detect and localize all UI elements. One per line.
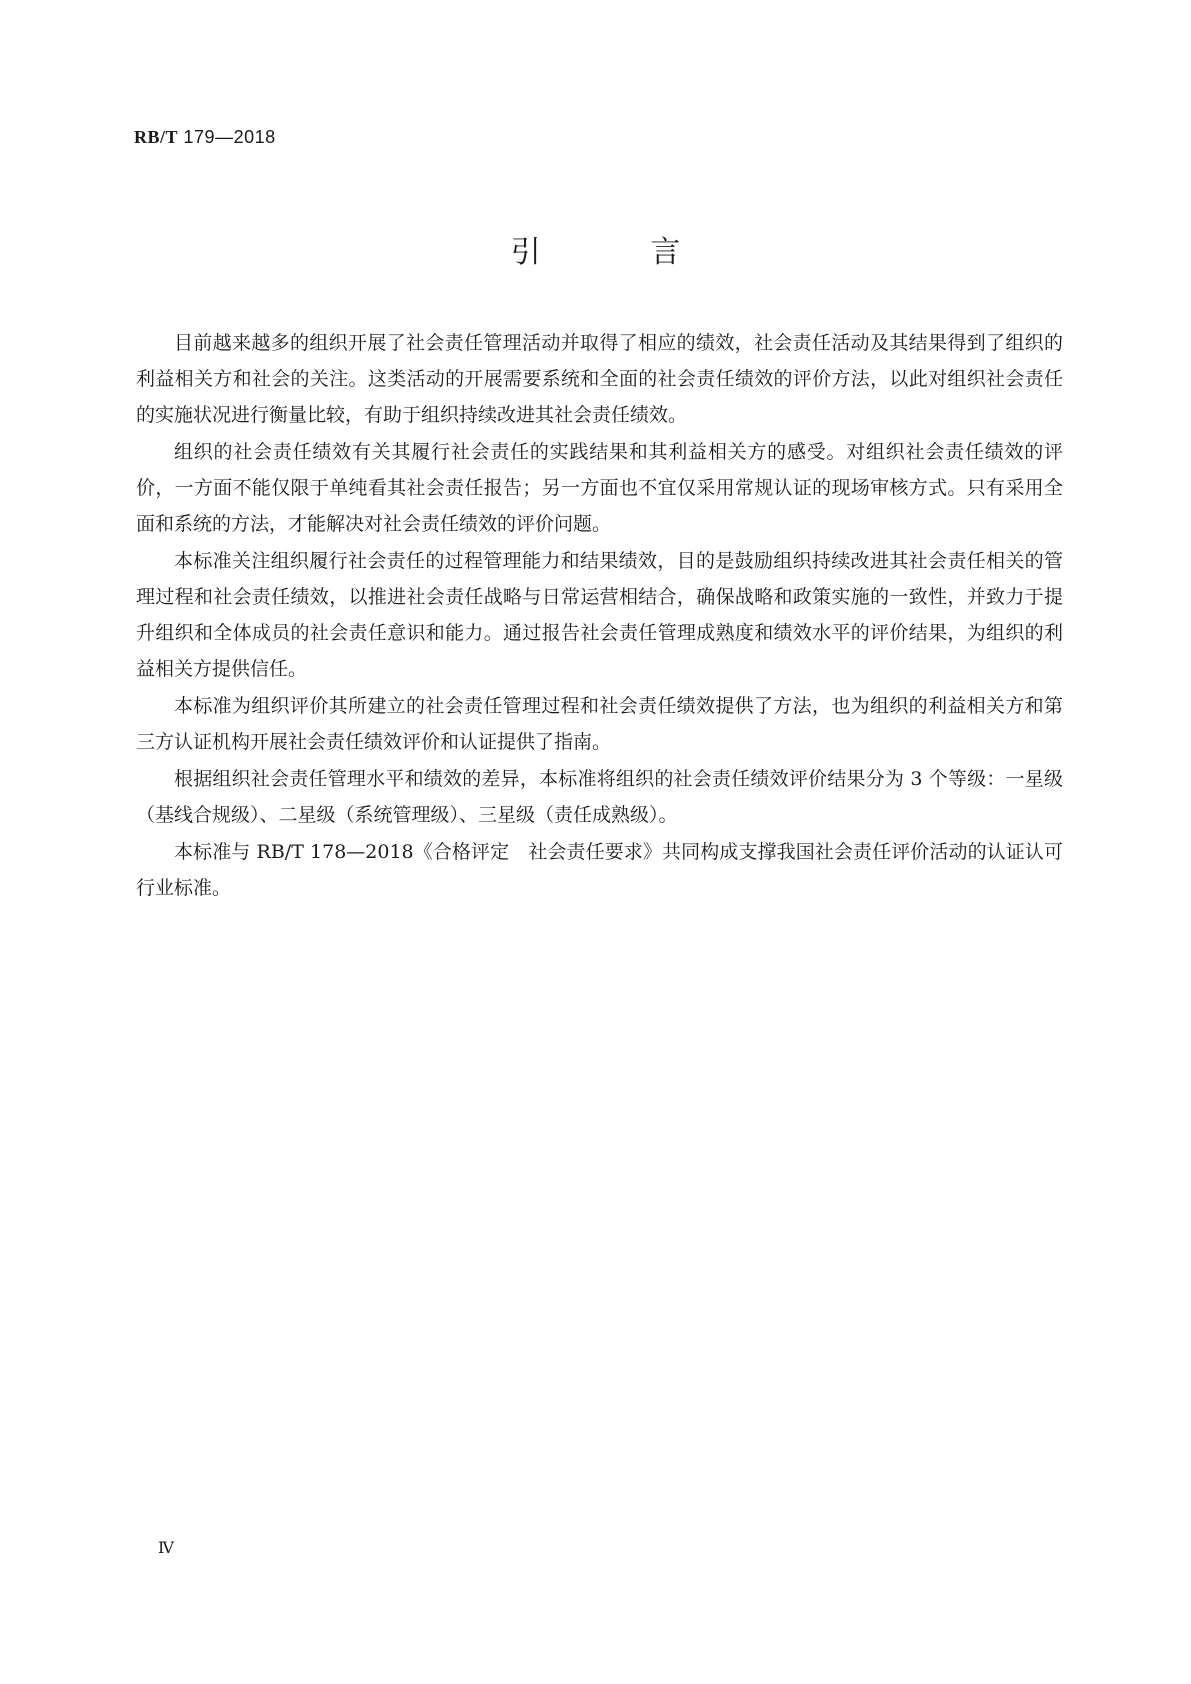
paragraph: 目前越来越多的组织开展了社会责任管理活动并取得了相应的绩效，社会责任活动及其结果得到了组织的利益相关方和社会的关注。这类活动的开展需要系统和全面的社会责任绩效的评价方法，以此对组织社会责任的实施状况进行衡量比较，有助于组织持续改进其社会责任绩效。 [136, 332, 1063, 426]
paragraph: 根据组织社会责任管理水平和绩效的差异，本标准将组织的社会责任绩效评价结果分为 3 个等级：一星级（基线合规级）、二星级（系统管理级）、三星级（责任成熟级）。 [136, 768, 1063, 826]
paragraph: 本标准为组织评价其所建立的社会责任管理过程和社会责任绩效提供了方法，也为组织的利益相关方和第三方认证机构开展社会责任绩效评价和认证提供了指南。 [136, 695, 1063, 753]
paragraph: 本标准与 RB/T 178—2018《合格评定 社会责任要求》共同构成支撑我国社会责任评价活动的认证认可行业标准。 [136, 841, 1063, 899]
section-title: 引 言 [510, 235, 731, 270]
document-code-number: 179—2018 [183, 127, 276, 147]
paragraph: 组织的社会责任绩效有关其履行社会责任的实践结果和其利益相关方的感受。对组织社会责任绩效的评价，一方面不能仅限于单纯看其社会责任报告；另一方面也不宜仅采用常规认证的现场审核方式。只有采用全面和系统的方法，才能解决对社会责任绩效的评价问题。 [136, 441, 1063, 535]
document-code-prefix: RB/T [134, 127, 179, 147]
introduction-body [136, 325, 1063, 907]
page-number: Ⅳ [158, 1540, 174, 1557]
paragraph: 本标准关注组织履行社会责任的过程管理能力和结果绩效，目的是鼓励组织持续改进其社会责任相关的管理过程和社会责任绩效，以推进社会责任战略与日常运营相结合，确保战略和政策实施的一致性，并致力于提升组织和全体成员的社会责任意识和能力。通过报告社会责任管理成熟度和绩效水平的评价结果，为组织的利益相关方提供信任。 [136, 550, 1063, 680]
document-code [134, 127, 276, 148]
